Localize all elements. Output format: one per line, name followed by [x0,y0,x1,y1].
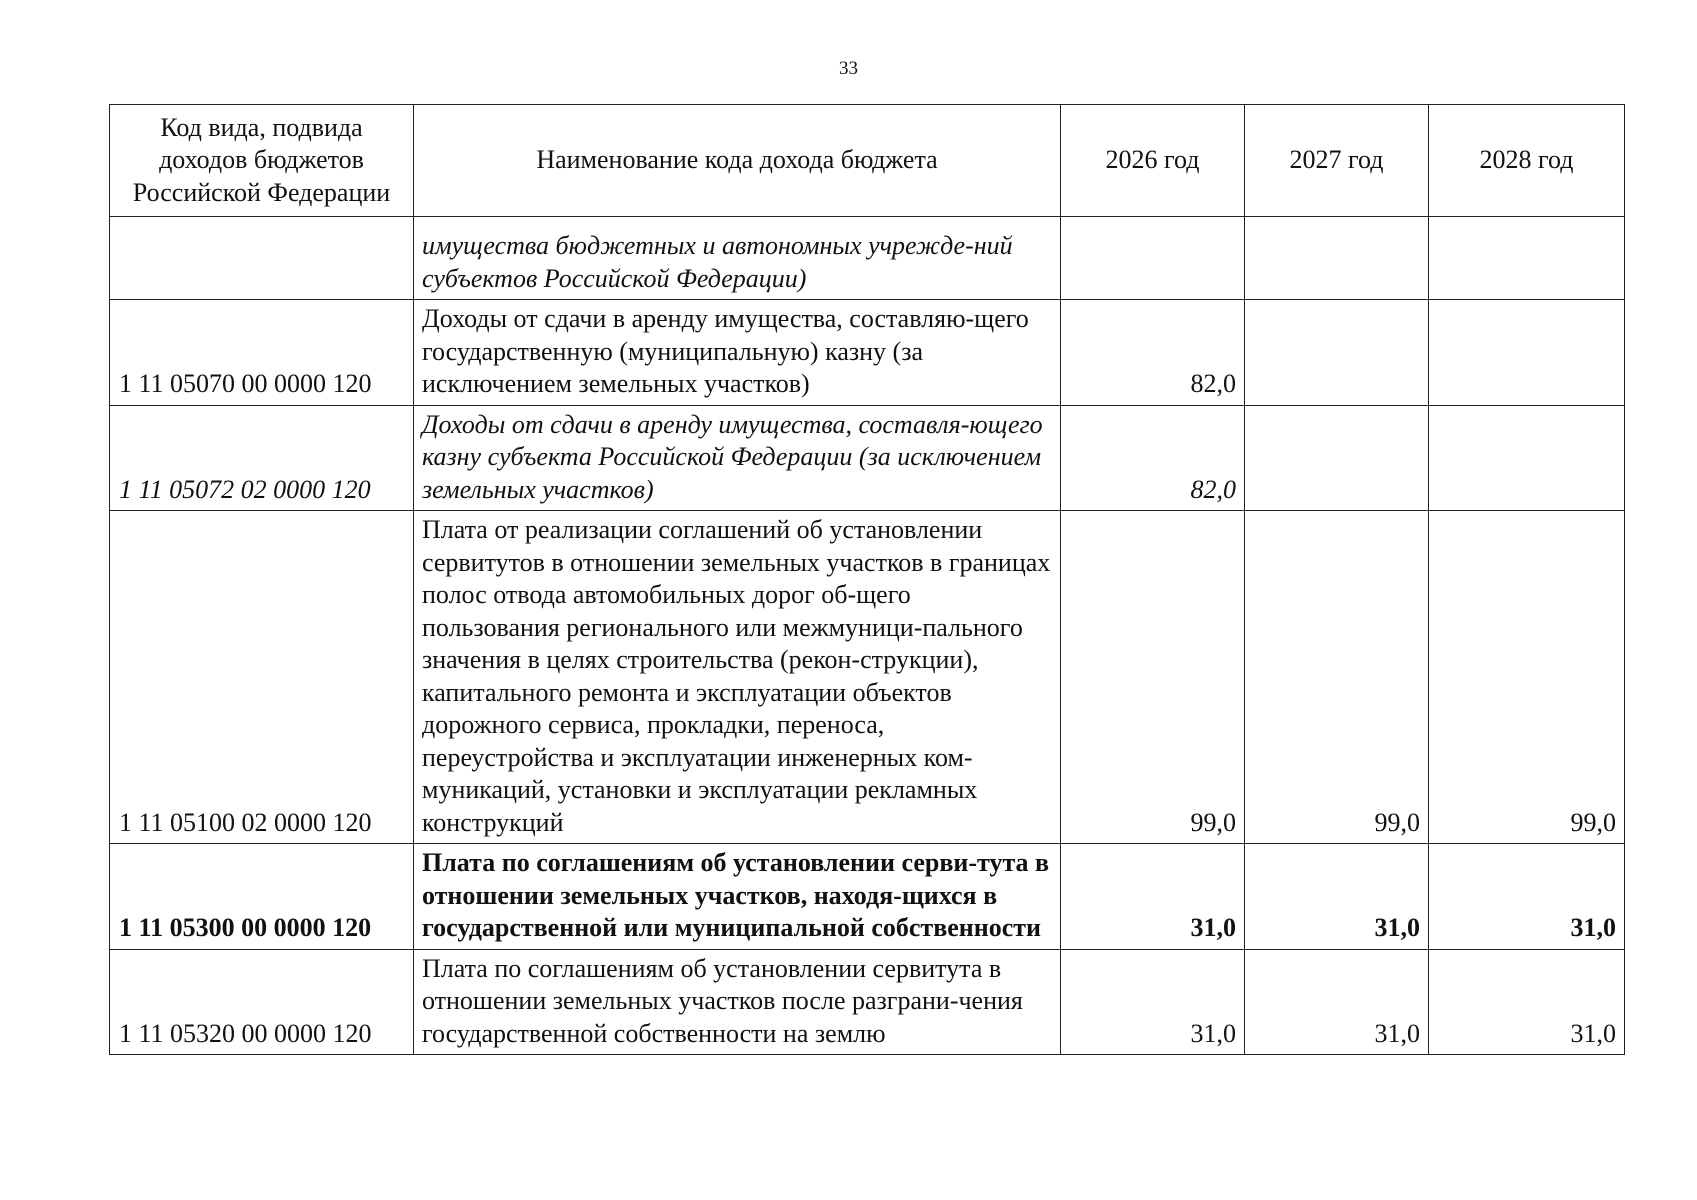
row-name: имущества бюджетных и автономных учрежде-ний субъектов Российской Федерации) [414,217,1061,300]
table-header-row [110,105,1625,217]
table-row [110,405,1625,511]
row-code: 1 11 05100 02 0000 120 [110,511,414,844]
header-name: Наименование кода дохода бюджета [414,105,1061,217]
row-value-2028: 99,0 [1429,511,1625,844]
row-value-2028 [1429,300,1625,406]
row-value-2027: 31,0 [1245,949,1429,1055]
row-code: 1 11 05070 00 0000 120 [110,300,414,406]
row-name: Доходы от сдачи в аренду имущества, составля-ющего казну субъекта Российской Федерации (за исключением земельных участков) [414,405,1061,511]
row-code: 1 11 05072 02 0000 120 [110,405,414,511]
header-year-2027: 2027 год [1245,105,1429,217]
row-value-2026: 82,0 [1061,300,1245,406]
row-value-2027 [1245,300,1429,406]
table-row [110,511,1625,844]
row-value-2027 [1245,217,1429,300]
page-number: 33 [839,58,858,79]
row-value-2026 [1061,217,1245,300]
row-value-2026: 31,0 [1061,844,1245,950]
row-value-2026: 31,0 [1061,949,1245,1055]
row-value-2027: 99,0 [1245,511,1429,844]
row-code [110,217,414,300]
header-year-2028: 2028 год [1429,105,1625,217]
row-value-2027: 31,0 [1245,844,1429,950]
row-value-2028: 31,0 [1429,949,1625,1055]
row-value-2026: 99,0 [1061,511,1245,844]
row-code: 1 11 05320 00 0000 120 [110,949,414,1055]
row-name: Плата по соглашениям об установлении сервитута в отношении земельных участков после разграни-чения государственной собственности на землю [414,949,1061,1055]
row-code: 1 11 05300 00 0000 120 [110,844,414,950]
table-row [110,844,1625,950]
header-code: Код вида, подвида доходов бюджетов Российской Федерации [110,105,414,217]
table-row [110,949,1625,1055]
row-value-2028 [1429,405,1625,511]
row-value-2028 [1429,217,1625,300]
row-name: Доходы от сдачи в аренду имущества, составляю-щего государственную (муниципальную) казну (за исключением земельных участков) [414,300,1061,406]
budget-income-table [109,104,1625,1055]
row-value-2028: 31,0 [1429,844,1625,950]
row-name: Плата от реализации соглашений об установлении сервитутов в отношении земельных участков в границах полос отвода автомобильных дорог об-щего пользования регионального или межмуници-пального значения в целях строительства (рекон-струкции), капитального ремонта и эксплуатации объектов дорожного сервиса, прокладки, переноса, переустройства и эксплуатации инженерных ком-муникаций, установки и эксплуатации рекламных конструкций [414,511,1061,844]
row-name: Плата по соглашениям об установлении серви-тута в отношении земельных участков, находя-щихся в государственной или муниципальной собственности [414,844,1061,950]
row-value-2026: 82,0 [1061,405,1245,511]
header-year-2026: 2026 год [1061,105,1245,217]
table-row [110,300,1625,406]
row-value-2027 [1245,405,1429,511]
table-row [110,217,1625,300]
